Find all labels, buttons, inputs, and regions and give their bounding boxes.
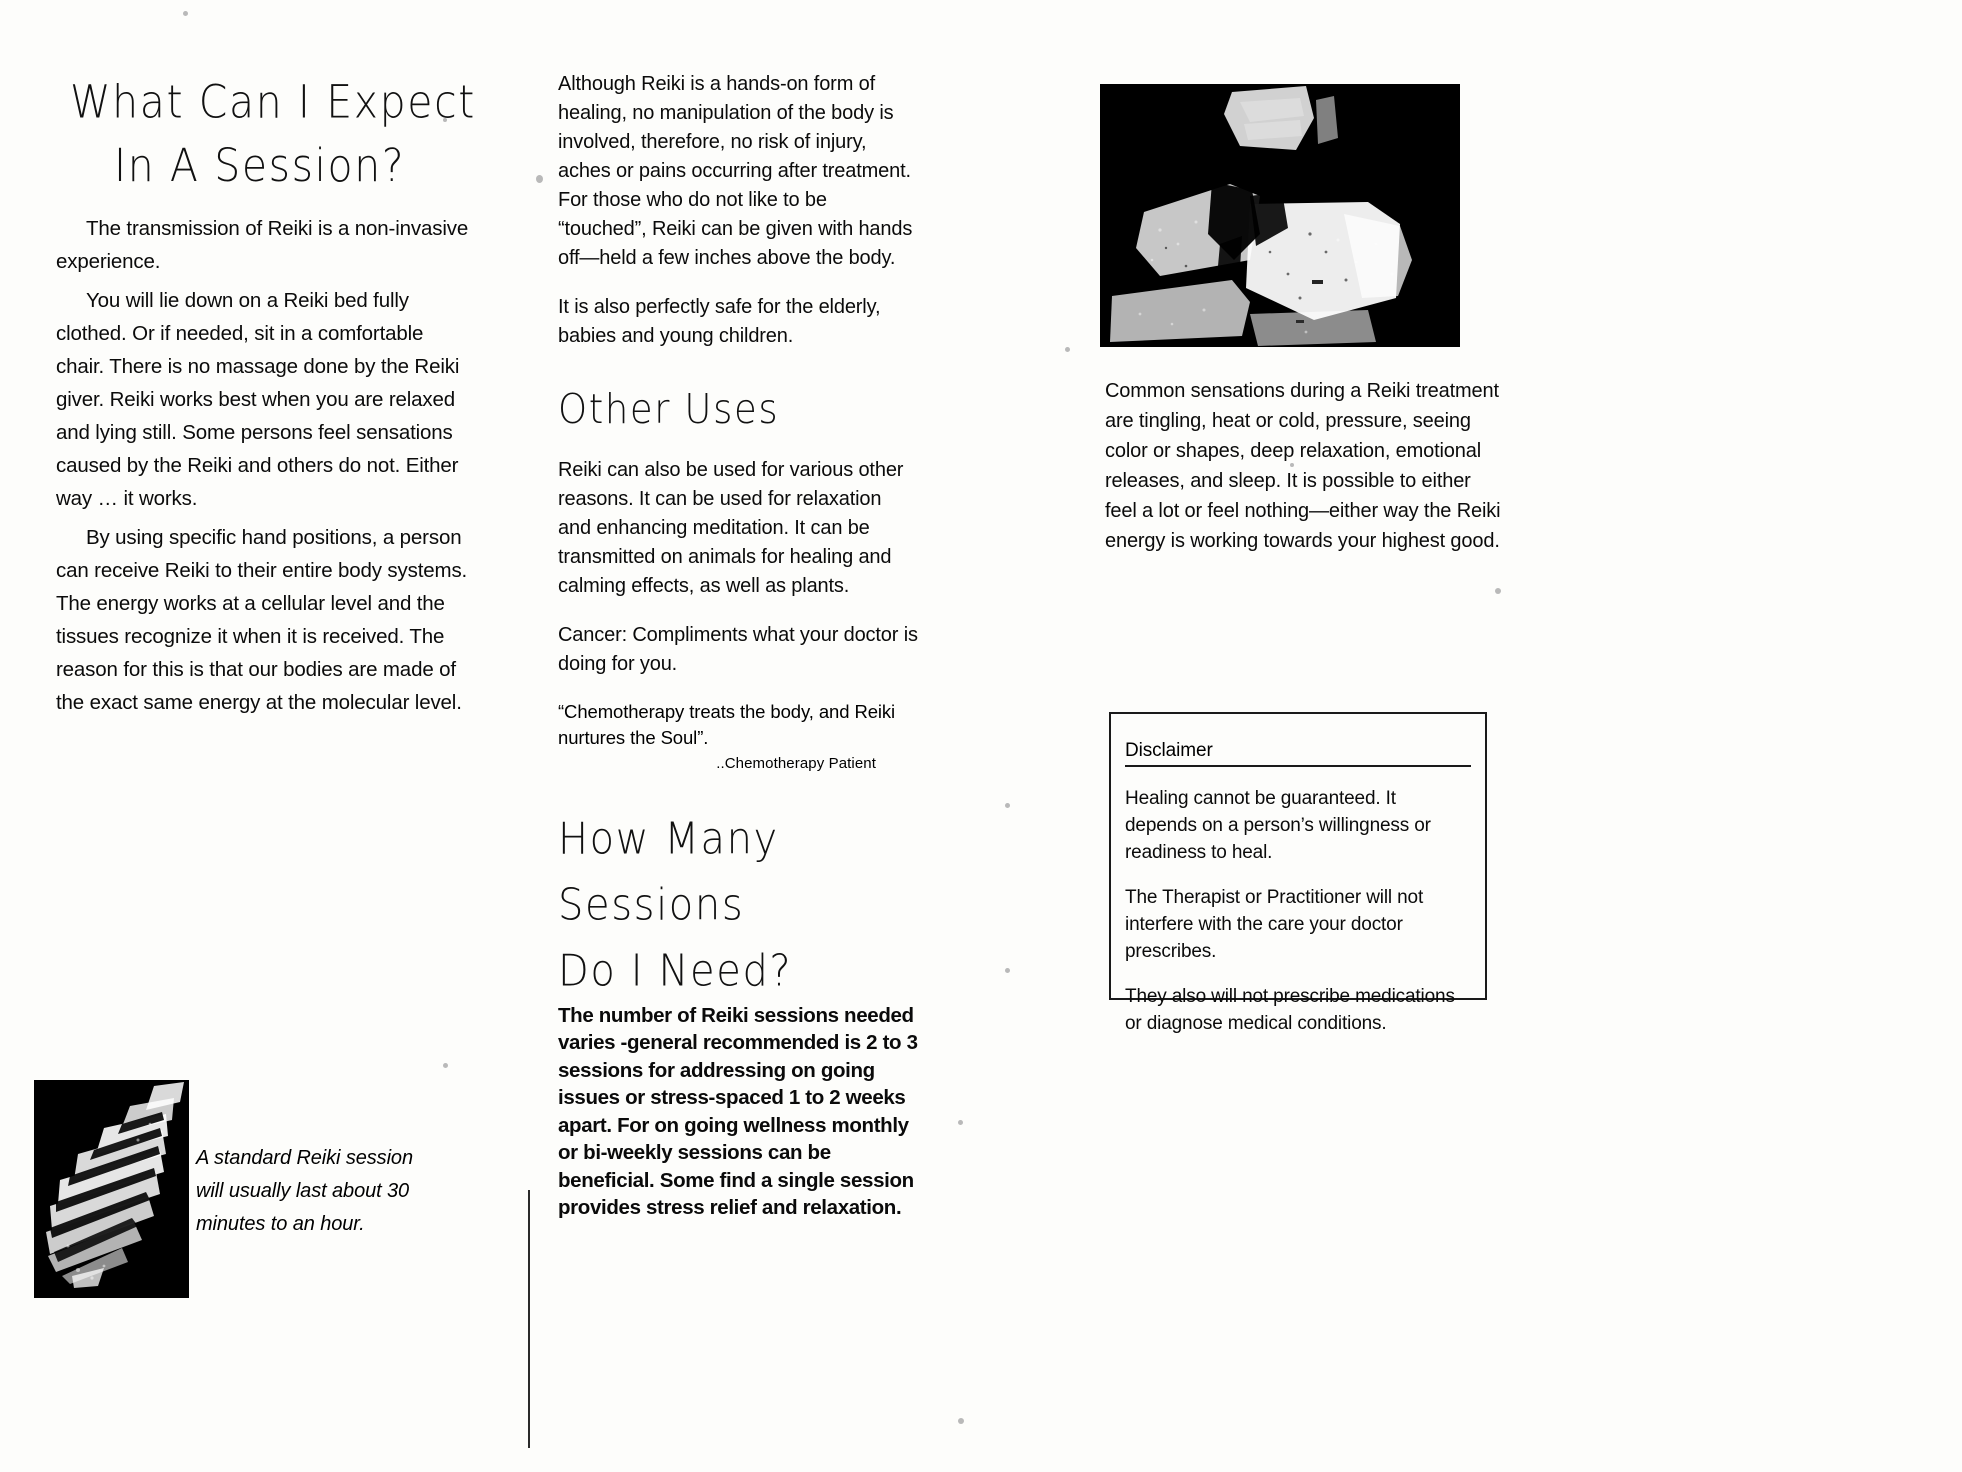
caption-text: A standard Reiki session will usually last about 30 minutes to an hour. [196,1147,413,1235]
scan-speck [958,1418,964,1424]
hands-photo-caption [196,1142,436,1241]
column-right [1105,376,1505,562]
sessions-heading-line1: How Many Sessions [558,813,779,930]
scan-speck [536,175,543,183]
paragraph: Although Reiki is a hands-on form of healing, no manipulation of the body is involved, therefore, no risk of injury, aches or pains occurring after treatment. For those who do not like to be “touched”, Reiki can be given with hands off—held a few inches above the body. [558,73,913,269]
paragraph: You will lie down on a Reiki bed fully clothed. Or if needed, sit in a comfortable chair. There is no massage done by the Reiki giver. Reiki works best when you are relaxed and lying still. Some persons feel sensations caused by the Reiki and others do not. Either way … it works. [56,289,460,511]
scan-speck [1005,803,1010,808]
disclaimer-paragraph: The Therapist or Practitioner will not interfere with the care your doctor prescribes. [1125,887,1424,962]
reiki-treatment-photo [1100,84,1460,347]
paragraph: Common sensations during a Reiki treatment are tingling, heat or cold, pressure, seeing color or shapes, deep relaxation, emotional releases, and sleep. It is possible to either feel a lot or feel nothing—either way the Reiki energy is working towards your highest good. [1105,380,1501,552]
scan-speck [443,1063,448,1068]
page-title-line2: In A Session? [114,139,406,193]
testimonial-quote: “Chemotherapy treats the body, and Reiki nurtures the Soul”. [558,700,896,748]
page-title [56,70,476,198]
disclaimer-paragraph: Healing cannot be guaranteed. It depends on a person’s willingness or readiness to heal. [1125,788,1431,863]
paragraph: Reiki can also be used for various other reasons. It can be used for relaxation and enhancing meditation. It can be transmitted on animals for healing and calming effects, as well as plants. [558,458,904,597]
scan-speck [183,11,188,16]
column-left [56,70,476,725]
paragraph: It is also perfectly safe for the elderly, babies and young children. [558,296,881,347]
paragraph: The transmission of Reiki is a non-invasive experience. [56,217,469,274]
paragraph: By using specific hand positions, a person can receive Reiki to their entire body systems. The energy works at a cellular level and the tissues recognize it when it is received. The reason for this is that our bodies are made of the exact same energy at the molecular level. [56,526,468,715]
scan-speck [1065,347,1070,352]
scan-speck [958,1120,963,1125]
page-title-line1: What Can I Expect [70,75,476,129]
sessions-heading-line2: Do I Need? [558,945,793,996]
section-heading-other-uses: Other Uses [558,385,780,433]
paragraph: Cancer: Compliments what your doctor is doing for you. [558,623,918,675]
scan-speck [1005,968,1010,973]
disclaimer-box [1109,712,1487,1034]
sessions-info-block: The number of Reiki sessions needed varies -general recommended is 2 to 3 sessions for addressing on going issues or stress-spaced 1 to 2 weeks apart. For on going wellness monthly or bi-weekly sessions can be beneficial. Some find a single session provides stress relief and relaxation. [558,1003,918,1220]
section-heading-how-many-sessions [558,806,918,1004]
disclaimer-title: Disclaimer [1125,740,1471,767]
scan-speck [1495,588,1501,594]
disclaimer-paragraph: They also will not prescribe medications or diagnose medical conditions. [1125,986,1455,1034]
testimonial-attribution: ..Chemotherapy Patient [716,754,876,772]
column-divider-rule [528,1190,530,1448]
column-middle [558,70,918,1222]
hands-photo [34,1080,189,1298]
